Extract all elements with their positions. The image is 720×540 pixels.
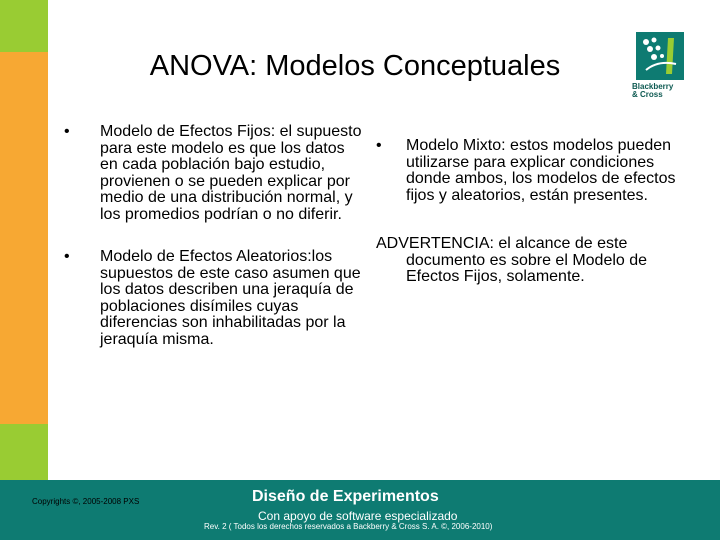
slide-title: ANOVA: Modelos Conceptuales [149,50,561,82]
blackberry-cross-logo [632,30,688,104]
list-item [376,138,676,204]
bullet-icon: • [376,137,382,154]
side-bar-bottom [0,424,48,480]
list-item [64,124,364,223]
footer-rev: Rev. 2 ( Todos los derechos reservados a Backberry & Cross S. A. ©, 2006-2010) [204,522,493,531]
bullet-text: Modelo de Efectos Aleatorios:los supuestos de este caso asumen que los datos describen una jeraquía de poblaciones disímiles cuyas diferencias son inhabilitadas por la jeraquía misma. [100,248,361,348]
right-column [376,138,676,286]
list-item [64,249,364,348]
logo-text-line2: & Cross [632,90,663,99]
side-bar-top [0,0,48,52]
logo-text [632,83,688,99]
warning-text: ADVERTENCIA: el alcance de este documento es sobre el Modelo de Efectos Fijos, solamente. [376,235,648,285]
bullet-icon: • [64,123,70,140]
bullet-text: Modelo de Efectos Fijos: el supuesto para este modelo es que los datos en cada población bajo estudio, provienen o se pueden explicar por medio de una distribución normal, y los promedios podrían o no diferir. [100,123,362,223]
side-bar-middle [0,52,48,424]
logo-mark-icon [632,30,688,82]
bullet-text: Modelo Mixto: estos modelos pueden utilizarse para explicar condiciones donde ambos, los modelos de efectos fijos y aleatorios, están presentes. [406,137,676,204]
copyright-text: Copyrights ©, 2005-2008 PXS [32,497,140,506]
bullet-icon: • [64,248,70,265]
footer-subtitle: Con apoyo de software especializado [258,509,458,523]
logo-text-line1: Blackberry [632,82,674,91]
left-column [64,124,364,374]
footer-title: Diseño de Experimentos [252,488,439,505]
